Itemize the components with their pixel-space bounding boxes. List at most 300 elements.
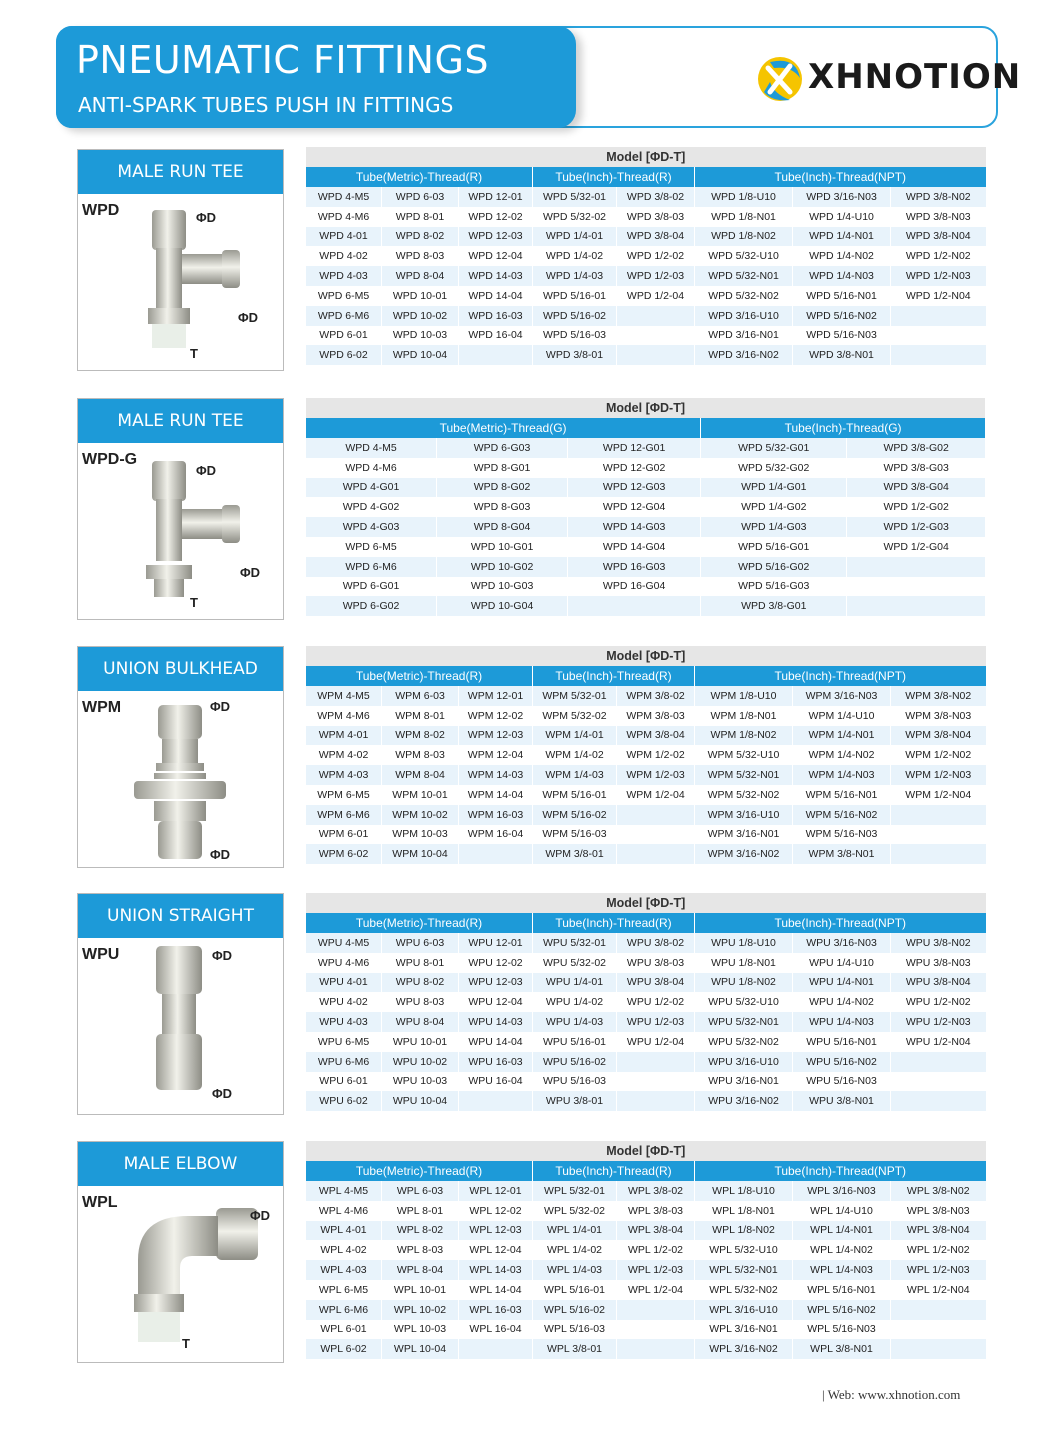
table-cell: WPL 14-03 (459, 1260, 533, 1280)
dim-label-top: ΦD (212, 948, 233, 963)
table-row (306, 1320, 986, 1340)
table-cell: WPM 10-03 (382, 825, 459, 845)
group-header: Tube(Metric)-Thread(G) (306, 418, 701, 438)
table-cell: WPL 5/32-N02 (695, 1280, 793, 1300)
table-cell: WPM 4-M6 (306, 706, 382, 726)
group-header: Tube(Metric)-Thread(R) (306, 1161, 533, 1181)
table-cell: WPL 6-01 (306, 1320, 382, 1340)
table-cell: WPD 6-01 (306, 326, 382, 346)
table-row (306, 706, 986, 726)
table-row (306, 458, 986, 478)
table-cell: WPD 8-G03 (437, 497, 568, 517)
table-cell: WPU 3/8-01 (533, 1091, 617, 1111)
table-cell: WPL 12-02 (459, 1201, 533, 1221)
table-cell: WPU 6-M5 (306, 1032, 382, 1052)
table-cell: WPM 3/8-N02 (891, 686, 986, 706)
table-row (306, 953, 986, 973)
table-cell: WPD 10-02 (382, 306, 459, 326)
table-row (306, 1052, 986, 1072)
table-cell: WPU 14-04 (459, 1032, 533, 1052)
product-title: UNION STRAIGHT (78, 894, 283, 938)
table-cell: WPL 3/16-N03 (793, 1181, 891, 1201)
table-cell: WPU 3/16-N01 (695, 1072, 793, 1092)
product-title: MALE RUN TEE (78, 399, 283, 443)
table-cell (891, 1091, 986, 1111)
table-cell: WPM 3/16-N03 (793, 686, 891, 706)
table-cell: WPM 3/8-04 (617, 726, 695, 746)
table-cell: WPL 5/32-N01 (695, 1260, 793, 1280)
table-cell: WPM 1/2-N04 (891, 785, 986, 805)
table-cell (617, 326, 695, 346)
table-row (306, 1032, 986, 1052)
table-cell: WPU 1/4-01 (533, 973, 617, 993)
table-cell: WPD 1/2-N02 (891, 246, 986, 266)
table-cell: WPD 10-G02 (437, 557, 568, 577)
table-cell: WPD 5/16-N01 (793, 286, 891, 306)
table-cell: WPD 4-M6 (306, 207, 382, 227)
table-cell: WPL 5/32-01 (533, 1181, 617, 1201)
table-cell: WPD 1/2-03 (617, 266, 695, 286)
table-cell: WPM 3/16-N02 (695, 844, 793, 864)
table-cell (891, 825, 986, 845)
table-cell: WPD 4-G01 (306, 478, 437, 498)
table-cell: WPL 1/8-U10 (695, 1181, 793, 1201)
straight-union-icon (138, 942, 228, 1102)
table-row (306, 1091, 986, 1111)
table-cell: WPD 8-01 (382, 207, 459, 227)
table-cell: WPU 1/4-U10 (793, 953, 891, 973)
table-cell: WPU 3/8-02 (617, 933, 695, 953)
table-cell: WPD 14-03 (459, 266, 533, 286)
table-cell: WPD 5/32-N01 (695, 266, 793, 286)
table-cell: WPU 10-02 (382, 1052, 459, 1072)
table-cell: WPD 16-04 (459, 326, 533, 346)
table-cell: WPU 8-03 (382, 992, 459, 1012)
table-row (306, 1072, 986, 1092)
table-cell: WPD 3/8-G01 (701, 596, 847, 616)
table-cell: WPM 5/32-N02 (695, 785, 793, 805)
table-cell: WPD 8-G04 (437, 517, 568, 537)
table-cell: WPD 6-02 (306, 345, 382, 365)
table-cell: WPL 1/4-02 (533, 1240, 617, 1260)
bulkhead-fitting-icon (128, 703, 238, 865)
table-cell: WPD 12-01 (459, 187, 533, 207)
table-cell (459, 844, 533, 864)
table-cell: WPD 1/4-N02 (793, 246, 891, 266)
table-cell (459, 345, 533, 365)
table-cell: WPM 5/32-01 (533, 686, 617, 706)
table-cell: WPD 1/8-N02 (695, 227, 793, 247)
table-cell: WPM 1/4-02 (533, 745, 617, 765)
model-header: Model [ΦD-T] (306, 646, 986, 666)
table-cell: WPM 5/16-N02 (793, 805, 891, 825)
group-header: Tube(Inch)-Thread(R) (533, 666, 695, 686)
table-cell: WPD 1/4-G01 (701, 478, 847, 498)
table-cell: WPM 5/16-02 (533, 805, 617, 825)
table-cell: WPU 5/16-N02 (793, 1052, 891, 1072)
table-cell: WPD 10-03 (382, 326, 459, 346)
table-cell: WPL 5/16-N03 (793, 1320, 891, 1340)
table-cell: WPD 3/16-N02 (695, 345, 793, 365)
model-header: Model [ΦD-T] (306, 147, 986, 167)
table-cell: WPD 3/8-N03 (891, 207, 986, 227)
table-cell: WPU 5/16-03 (533, 1072, 617, 1092)
table-cell: WPD 6-M5 (306, 286, 382, 306)
table-cell: WPU 1/2-02 (617, 992, 695, 1012)
table-row (306, 745, 986, 765)
table-cell: WPU 16-04 (459, 1072, 533, 1092)
table-cell: WPD 3/8-G02 (847, 438, 985, 458)
model-header: Model [ΦD-T] (306, 1141, 986, 1161)
product-code: WPL (82, 1194, 118, 1211)
table-cell: WPD 1/4-N01 (793, 227, 891, 247)
table-cell (617, 345, 695, 365)
table-cell: WPU 5/32-U10 (695, 992, 793, 1012)
dim-label-side: ΦD (238, 310, 259, 325)
table-cell: WPD 3/8-03 (617, 207, 695, 227)
dim-label-thread: T (190, 595, 198, 610)
table-cell: WPM 8-04 (382, 765, 459, 785)
table-cell: WPD 14-G04 (568, 537, 701, 557)
dim-label-side: ΦD (250, 1208, 271, 1223)
table-cell: WPD 5/32-01 (533, 187, 617, 207)
table-cell: WPL 5/32-02 (533, 1201, 617, 1221)
table-cell: WPM 6-03 (382, 686, 459, 706)
table-cell (891, 1320, 986, 1340)
table-cell: WPD 12-03 (459, 227, 533, 247)
table-cell: WPD 1/4-U10 (793, 207, 891, 227)
table-cell: WPU 10-03 (382, 1072, 459, 1092)
table-cell: WPU 8-01 (382, 953, 459, 973)
table-cell: WPD 4-M5 (306, 438, 437, 458)
table-cell: WPU 12-02 (459, 953, 533, 973)
table-cell: WPD 12-G04 (568, 497, 701, 517)
table-cell: WPD 1/4-01 (533, 227, 617, 247)
table-cell (568, 596, 701, 616)
table-cell: WPM 10-01 (382, 785, 459, 805)
table-cell: WPM 3/8-N01 (793, 844, 891, 864)
table-row (306, 1201, 986, 1221)
table-cell (459, 1091, 533, 1111)
table-cell: WPM 6-02 (306, 844, 382, 864)
table-cell: WPD 1/4-03 (533, 266, 617, 286)
table-cell: WPD 5/16-G03 (701, 577, 847, 597)
table-cell: WPM 8-02 (382, 726, 459, 746)
table-cell: WPU 3/16-N02 (695, 1091, 793, 1111)
table-cell: WPM 4-02 (306, 745, 382, 765)
table-cell: WPD 12-04 (459, 246, 533, 266)
table-cell: WPL 1/4-N01 (793, 1221, 891, 1241)
table-cell: WPM 4-M5 (306, 686, 382, 706)
table-cell: WPD 4-M6 (306, 458, 437, 478)
group-header: Tube(Metric)-Thread(R) (306, 666, 533, 686)
table-cell: WPD 1/2-N04 (891, 286, 986, 306)
table-row (306, 187, 986, 207)
table-row (306, 973, 986, 993)
table-row (306, 1300, 986, 1320)
table-cell: WPD 3/8-04 (617, 227, 695, 247)
table-cell: WPL 1/2-02 (617, 1240, 695, 1260)
dim-label-side: ΦD (240, 565, 261, 580)
table-cell: WPM 3/16-N01 (695, 825, 793, 845)
table-cell: WPM 1/8-N01 (695, 706, 793, 726)
table-row (306, 286, 986, 306)
table-cell: WPU 14-03 (459, 1012, 533, 1032)
table-cell: WPD 8-04 (382, 266, 459, 286)
table-cell: WPL 5/32-U10 (695, 1240, 793, 1260)
table-cell: WPU 3/16-N03 (793, 933, 891, 953)
table-cell: WPU 3/16-U10 (695, 1052, 793, 1072)
table-cell: WPD 3/8-01 (533, 345, 617, 365)
table-cell: WPD 6-M6 (306, 306, 382, 326)
table-cell (891, 805, 986, 825)
table-cell: WPD 8-03 (382, 246, 459, 266)
table-cell: WPM 12-03 (459, 726, 533, 746)
table-cell: WPL 10-01 (382, 1280, 459, 1300)
group-header: Tube(Inch)-Thread(R) (533, 913, 695, 933)
table-cell: WPD 12-G01 (568, 438, 701, 458)
table-cell: WPU 3/8-N04 (891, 973, 986, 993)
table-cell: WPM 1/2-N03 (891, 765, 986, 785)
table-cell: WPM 1/4-01 (533, 726, 617, 746)
product-card-wpu (77, 893, 284, 1115)
dim-label-top: ΦD (196, 210, 217, 225)
dim-label-bottom: ΦD (212, 1086, 233, 1101)
table-cell: WPL 1/2-04 (617, 1280, 695, 1300)
table-cell: WPM 14-04 (459, 785, 533, 805)
table-cell: WPM 1/2-02 (617, 745, 695, 765)
table-cell: WPL 3/8-04 (617, 1221, 695, 1241)
table-cell: WPL 3/8-03 (617, 1201, 695, 1221)
table-cell: WPM 5/16-N01 (793, 785, 891, 805)
table-cell: WPL 8-01 (382, 1201, 459, 1221)
brand-name: XHNOTION (808, 57, 1022, 97)
dim-label-top: ΦD (196, 463, 217, 478)
table-cell: WPU 6-01 (306, 1072, 382, 1092)
table-cell: WPD 3/16-N01 (695, 326, 793, 346)
table-cell (891, 345, 986, 365)
table-cell: WPD 4-G02 (306, 497, 437, 517)
table-cell: WPD 1/2-04 (617, 286, 695, 306)
table-cell: WPL 5/16-01 (533, 1280, 617, 1300)
table-row (306, 1260, 986, 1280)
model-table-wpd-g (305, 398, 985, 616)
table-row (306, 825, 986, 845)
table-cell: WPD 14-G03 (568, 517, 701, 537)
table-cell: WPM 5/16-03 (533, 825, 617, 845)
table-cell: WPL 3/8-N02 (891, 1181, 986, 1201)
table-cell: WPL 3/8-01 (533, 1339, 617, 1359)
table-cell: WPL 3/8-N01 (793, 1339, 891, 1359)
table-row (306, 726, 986, 746)
tee-fitting-icon (138, 208, 248, 358)
table-cell (891, 1339, 986, 1359)
table-cell: WPD 5/16-02 (533, 306, 617, 326)
table-cell: WPL 16-04 (459, 1320, 533, 1340)
table-cell (891, 1300, 986, 1320)
table-cell: WPD 1/4-02 (533, 246, 617, 266)
product-title: MALE RUN TEE (78, 150, 283, 194)
table-cell: WPU 1/2-03 (617, 1012, 695, 1032)
table-cell: WPL 1/8-N02 (695, 1221, 793, 1241)
table-cell: WPU 3/8-N03 (891, 953, 986, 973)
table-row (306, 537, 986, 557)
table-row (306, 478, 986, 498)
table-cell (891, 1052, 986, 1072)
table-cell (617, 1072, 695, 1092)
table-cell: WPU 12-01 (459, 933, 533, 953)
table-cell: WPU 12-03 (459, 973, 533, 993)
table-cell: WPM 3/8-N04 (891, 726, 986, 746)
table-cell: WPL 4-M6 (306, 1201, 382, 1221)
table-cell: WPU 8-02 (382, 973, 459, 993)
table-row (306, 844, 986, 864)
product-card-wpd (77, 149, 284, 371)
model-table-wpd (305, 147, 986, 365)
table-cell: WPM 1/4-N02 (793, 745, 891, 765)
table-cell: WPL 1/2-N02 (891, 1240, 986, 1260)
table-row (306, 596, 986, 616)
table-row (306, 497, 986, 517)
model-header: Model [ΦD-T] (306, 893, 986, 913)
table-cell: WPD 12-G02 (568, 458, 701, 478)
table-row (306, 557, 986, 577)
table-cell: WPU 1/2-04 (617, 1032, 695, 1052)
table-cell: WPL 3/8-N04 (891, 1221, 986, 1241)
table-cell: WPU 10-01 (382, 1032, 459, 1052)
table-cell: WPL 1/2-N04 (891, 1280, 986, 1300)
table-row (306, 933, 986, 953)
table-cell: WPM 1/8-N02 (695, 726, 793, 746)
table-cell: WPM 3/16-U10 (695, 805, 793, 825)
table-cell: WPD 5/32-N02 (695, 286, 793, 306)
table-cell: WPD 1/2-G04 (847, 537, 985, 557)
table-cell: WPL 6-03 (382, 1181, 459, 1201)
table-cell: WPU 12-04 (459, 992, 533, 1012)
table-cell: WPD 5/16-03 (533, 326, 617, 346)
table-cell: WPU 5/32-N02 (695, 1032, 793, 1052)
table-cell: WPD 10-04 (382, 345, 459, 365)
table-cell: WPL 1/8-N01 (695, 1201, 793, 1221)
table-cell: WPU 5/16-N01 (793, 1032, 891, 1052)
table-cell: WPU 1/8-N02 (695, 973, 793, 993)
table-cell (617, 805, 695, 825)
table-cell: WPU 5/32-01 (533, 933, 617, 953)
table-row (306, 577, 986, 597)
table-cell (617, 825, 695, 845)
table-cell: WPU 10-04 (382, 1091, 459, 1111)
table-row (306, 207, 986, 227)
table-cell: WPD 1/2-02 (617, 246, 695, 266)
table-cell: WPL 3/8-02 (617, 1181, 695, 1201)
table-cell: WPU 1/4-N03 (793, 1012, 891, 1032)
table-row (306, 992, 986, 1012)
group-header: Tube(Metric)-Thread(R) (306, 167, 533, 187)
table-cell: WPD 10-01 (382, 286, 459, 306)
table-cell: WPM 12-04 (459, 745, 533, 765)
page-title: PNEUMATIC FITTINGS (76, 38, 490, 82)
group-header: Tube(Inch)-Thread(NPT) (695, 1161, 986, 1181)
table-cell: WPD 3/8-G03 (847, 458, 985, 478)
table-cell: WPU 3/8-N01 (793, 1091, 891, 1111)
table-cell: WPM 4-01 (306, 726, 382, 746)
table-cell: WPM 1/4-03 (533, 765, 617, 785)
group-header: Tube(Inch)-Thread(R) (533, 1161, 695, 1181)
table-row (306, 246, 986, 266)
table-row (306, 1012, 986, 1032)
table-cell: WPD 6-M6 (306, 557, 437, 577)
table-cell: WPL 4-01 (306, 1221, 382, 1241)
table-cell: WPD 6-M5 (306, 537, 437, 557)
table-cell (847, 596, 985, 616)
table-cell: WPD 1/2-G03 (847, 517, 985, 537)
table-cell: WPD 5/16-G02 (701, 557, 847, 577)
table-cell: WPM 10-04 (382, 844, 459, 864)
table-cell: WPD 4-03 (306, 266, 382, 286)
table-cell: WPD 3/8-02 (617, 187, 695, 207)
table-cell: WPU 4-03 (306, 1012, 382, 1032)
table-cell: WPU 6-03 (382, 933, 459, 953)
table-row (306, 266, 986, 286)
product-code: WPD (82, 202, 120, 219)
table-cell: WPU 5/16-N03 (793, 1072, 891, 1092)
table-cell (617, 1300, 695, 1320)
table-cell: WPD 1/8-U10 (695, 187, 793, 207)
dim-label-bottom: ΦD (210, 847, 231, 862)
table-cell (617, 306, 695, 326)
table-cell: WPL 3/16-U10 (695, 1300, 793, 1320)
table-cell: WPM 12-01 (459, 686, 533, 706)
model-table-wpu (305, 893, 986, 1111)
table-cell: WPD 3/8-N02 (891, 187, 986, 207)
table-cell: WPL 1/2-03 (617, 1260, 695, 1280)
table-cell: WPL 3/16-N02 (695, 1339, 793, 1359)
table-cell: WPM 16-04 (459, 825, 533, 845)
table-cell: WPU 3/8-04 (617, 973, 695, 993)
table-cell: WPD 5/32-G02 (701, 458, 847, 478)
table-cell: WPD 3/8-N04 (891, 227, 986, 247)
table-cell: WPM 16-03 (459, 805, 533, 825)
table-cell: WPL 1/4-U10 (793, 1201, 891, 1221)
table-cell: WPD 1/4-G02 (701, 497, 847, 517)
table-cell: WPL 3/16-N01 (695, 1320, 793, 1340)
table-row (306, 227, 986, 247)
table-cell: WPL 5/16-02 (533, 1300, 617, 1320)
table-cell: WPL 8-03 (382, 1240, 459, 1260)
table-cell: WPM 6-M5 (306, 785, 382, 805)
table-cell: WPL 6-M5 (306, 1280, 382, 1300)
table-cell (891, 306, 986, 326)
table-row (306, 1339, 986, 1359)
table-cell: WPD 1/4-G03 (701, 517, 847, 537)
product-code: WPU (82, 946, 120, 963)
table-cell: WPU 1/4-N01 (793, 973, 891, 993)
dim-label-top: ΦD (210, 699, 231, 714)
table-cell: WPD 6-03 (382, 187, 459, 207)
table-cell (617, 1339, 695, 1359)
table-cell: WPU 16-03 (459, 1052, 533, 1072)
table-cell: WPM 5/16-N03 (793, 825, 891, 845)
product-code: WPM (82, 699, 122, 716)
table-cell: WPL 1/4-03 (533, 1260, 617, 1280)
table-cell: WPD 1/2-N03 (891, 266, 986, 286)
table-cell: WPD 4-M5 (306, 187, 382, 207)
table-cell: WPD 8-G02 (437, 478, 568, 498)
table-cell: WPM 5/32-N01 (695, 765, 793, 785)
table-cell: WPM 12-02 (459, 706, 533, 726)
tee-fitting-icon (138, 459, 248, 609)
table-row (306, 306, 986, 326)
